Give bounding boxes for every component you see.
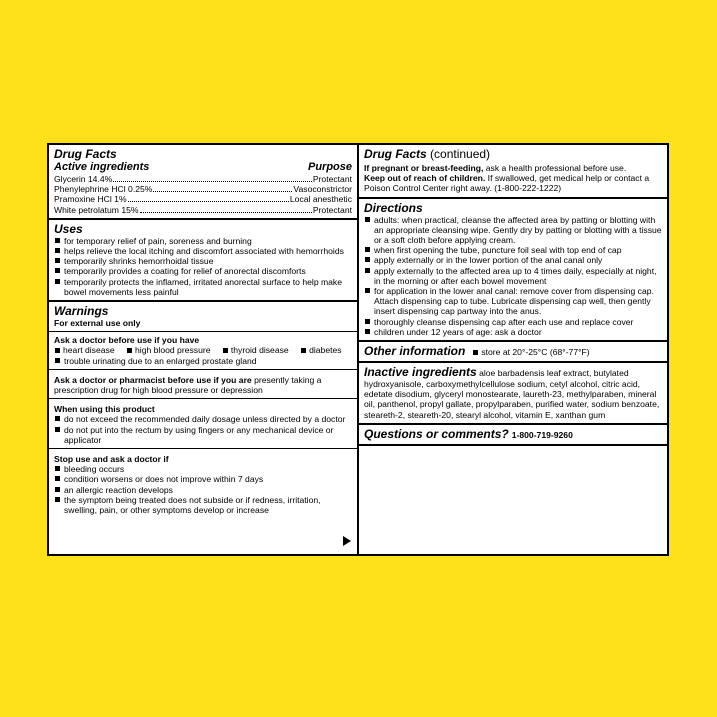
list-item: [364, 317, 662, 327]
questions-row: [364, 427, 662, 441]
list-item-text: temporarily protects the inflamed, irritated anorectal surface to help make bowel movements less painful: [64, 276, 342, 297]
square-bullet-icon: [365, 329, 370, 334]
questions-section: [359, 425, 667, 446]
list-item-text: children under 12 years of age: ask a doctor: [374, 326, 542, 337]
ask-pharmacist-bold: Ask a doctor or pharmacist before use if you are: [54, 374, 252, 385]
list-item-text: apply externally or in the lower portion of the anal canal only: [374, 255, 603, 266]
square-bullet-icon: [55, 248, 60, 253]
continued-label: (continued): [426, 147, 491, 161]
square-bullet-icon: [55, 466, 60, 471]
leader-dots: [153, 190, 292, 192]
inactive-ingredients-text: aloe barbadensis leaf extract, butylated hydroxyanisole, carboxymethylcellulose sodium, cetyl alcohol, citric acid, edetate disodium, glyceryl monostearate, laureth-23, methylparaben, mineral oil, panthenol, propyl gallate, propylparaben, purified water, sodium benzoate, steareth-2, steareth-20, stearyl alcohol, vitamin E, xanthan gum: [364, 368, 660, 420]
square-bullet-icon: [55, 258, 60, 263]
square-bullet-icon: [55, 497, 60, 502]
list-item: [364, 245, 662, 255]
list-item: [54, 356, 352, 366]
other-information-section: [359, 342, 667, 363]
square-bullet-icon: [55, 268, 60, 273]
square-bullet-icon: [55, 487, 60, 492]
list-item-text: condition worsens or does not improve within 7 days: [64, 474, 264, 485]
ingredient-row: [54, 194, 352, 204]
list-item-text: an allergic reaction develops: [64, 484, 173, 495]
square-bullet-icon: [55, 427, 60, 432]
active-ingredients-heading: Active ingredients: [54, 161, 150, 173]
list-item: [364, 215, 662, 246]
square-bullet-icon: [301, 348, 306, 353]
ask-doctor-heading: Ask a doctor before use if you have: [54, 335, 200, 346]
active-ingredients-section: [49, 145, 357, 220]
other-information-value: [473, 347, 589, 357]
list-item: [54, 236, 352, 246]
square-bullet-icon: [365, 288, 370, 293]
square-bullet-icon: [127, 348, 132, 353]
condition-text: thyroid disease: [230, 345, 289, 356]
ingredient-purpose: Vasoconstrictor: [293, 184, 352, 195]
ingredient-name: Glycerin 14.4%: [54, 174, 113, 184]
external-use-warning: For external use only: [54, 318, 141, 329]
list-item: [54, 266, 352, 276]
list-item-text: temporarily shrinks hemorrhoidal tissue: [64, 256, 214, 267]
list-item-text: helps relieve the local itching and discomfort associated with hemorrhoids: [64, 246, 344, 257]
keep-out-bold: Keep out of reach of children.: [364, 173, 486, 184]
list-item-text: do not put into the rectum by using fingers or any mechanical device or applicator: [64, 424, 334, 445]
leader-dots: [113, 180, 312, 182]
ingredient-purpose: Protectant: [312, 174, 352, 184]
square-bullet-icon: [55, 476, 60, 481]
ingredient-row: [54, 205, 352, 215]
ask-pharmacist-text: [54, 375, 352, 395]
keep-out-rest: If swallowed, get medical help or contact a Poison Control Center right away. (1-800-222-1222): [364, 173, 650, 194]
ask-pharmacist-section: [49, 370, 357, 399]
ask-doctor-conditions: [54, 345, 352, 355]
ingredient-row: [54, 184, 352, 194]
list-item: [54, 277, 352, 297]
list-item-text: adults: when practical, cleanse the affected area by patting or blotting with an appropriate cleansing wipe. Gently dry by patting or blotting with a tissue or a soft cloth before applying cream.: [374, 214, 662, 246]
drug-facts-title: Drug Facts: [54, 147, 117, 161]
square-bullet-icon: [365, 247, 370, 252]
pregnant-rest: ask a health professional before use.: [483, 163, 627, 173]
drug-facts-left-column: [47, 143, 359, 556]
list-item: [364, 266, 662, 286]
warnings-heading: Warnings: [54, 304, 109, 319]
inactive-ingredients-section: [359, 363, 667, 425]
condition-text: diabetes: [309, 345, 342, 356]
pregnant-warning: [364, 163, 662, 173]
uses-heading: Uses: [54, 221, 83, 236]
purpose-heading: Purpose: [307, 161, 352, 173]
square-bullet-icon: [365, 319, 370, 324]
ask-pharmacist-rest: presently taking a prescription drug for high blood pressure or depression: [54, 374, 322, 396]
ingredient-name: White petrolatum 15%: [54, 204, 139, 215]
list-item: [54, 485, 352, 495]
list-item: [54, 246, 352, 256]
other-information-heading: Other information: [364, 344, 466, 359]
list-item: [54, 464, 352, 474]
play-triangle-icon: [343, 536, 351, 546]
ingredient-name: Phenylephrine HCl 0.25%: [54, 184, 153, 195]
drug-facts-panel: [47, 143, 669, 556]
questions-phone: 1-800-719-9260: [511, 429, 573, 440]
ingredient-purpose: Protectant: [312, 204, 352, 215]
questions-heading: Questions or comments?: [364, 426, 509, 441]
drug-facts-title: Drug Facts: [364, 147, 427, 161]
other-information-row: [364, 344, 662, 358]
square-bullet-icon: [365, 268, 370, 273]
stop-use-heading: Stop use and ask a doctor if: [54, 454, 169, 465]
leader-dots: [128, 200, 289, 202]
stop-use-section: [49, 449, 357, 518]
list-item: [364, 286, 662, 317]
square-bullet-icon: [55, 348, 60, 353]
ingredient-name: Pramoxine HCl 1%: [54, 194, 127, 205]
square-bullet-icon: [55, 416, 60, 421]
square-bullet-icon: [55, 238, 60, 243]
ingredient-purpose: Local anesthetic: [289, 194, 352, 205]
square-bullet-icon: [365, 217, 370, 222]
square-bullet-icon: [223, 348, 228, 353]
when-using-section: [49, 399, 357, 449]
ask-doctor-section: [49, 332, 357, 370]
list-item: [54, 474, 352, 484]
square-bullet-icon: [55, 279, 60, 284]
list-item: [54, 256, 352, 266]
square-bullet-icon: [365, 257, 370, 262]
directions-heading: Directions: [364, 200, 423, 215]
list-item-text: when first opening the tube, puncture foil seal with top end of cap: [374, 245, 622, 256]
drug-facts-continued-title: [364, 147, 662, 161]
list-item: [54, 425, 352, 445]
keep-out-warning: [364, 173, 662, 193]
ingredient-row: [54, 174, 352, 184]
active-header-row: [54, 161, 352, 174]
uses-section: [49, 220, 357, 302]
storage-text: store at 20°-25°C (68°-77°F): [481, 347, 590, 358]
list-item-text: do not exceed the recommended daily dosage unless directed by a doctor: [64, 414, 346, 425]
leader-dots: [140, 211, 312, 213]
continued-section: [359, 145, 667, 199]
list-item: [54, 495, 352, 515]
list-item: [364, 327, 662, 337]
list-item-text: bleeding occurs: [64, 464, 125, 475]
condition-text: heart disease: [63, 345, 115, 356]
list-item-text: temporarily provides a coating for relief of anorectal discomforts: [64, 266, 306, 277]
list-item-text: apply externally to the affected area up to 4 times daily, especially at night, in the morning or after each bowel movement: [374, 265, 657, 286]
warnings-section: [49, 302, 357, 332]
list-item-text: thoroughly cleanse dispensing cap after each use and replace cover: [374, 316, 634, 327]
square-bullet-icon: [55, 358, 60, 363]
directions-section: [359, 199, 667, 342]
list-item-text: for temporary relief of pain, soreness and burning: [64, 235, 252, 246]
list-item: [364, 255, 662, 265]
list-item-text: the symptom being treated does not subside or if redness, irritation, swelling, pain, or other symptoms develop or increase: [64, 494, 321, 516]
list-item: [54, 414, 352, 424]
when-using-heading: When using this product: [54, 404, 155, 415]
pregnant-bold: If pregnant or breast-feeding,: [364, 163, 484, 173]
list-item-text: for application in the lower anal canal: remove cover from dispensing cap. Attach dispensing cap to tube. Lubricate dispensing cap well, then gently insert dispensing cap partway into the anus.: [374, 286, 654, 317]
drug-facts-right-column: [357, 143, 669, 556]
condition-text: high blood pressure: [135, 345, 211, 356]
inactive-ingredients-heading: Inactive ingredients: [364, 365, 477, 380]
square-bullet-icon: [473, 350, 478, 355]
list-item-text: trouble urinating due to an enlarged prostate gland: [64, 355, 257, 366]
